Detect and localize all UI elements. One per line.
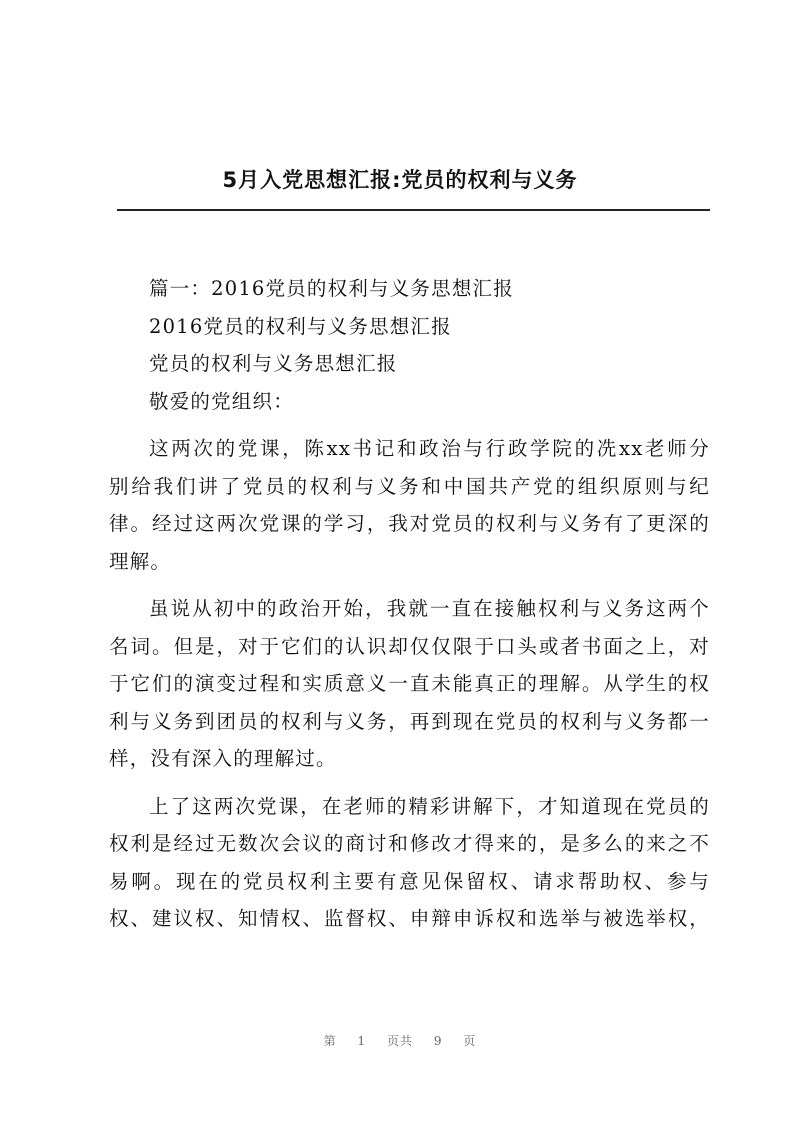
paragraph-line: 名词。但是，对于它们的认识却仅仅限于口头或者书面之上，对 xyxy=(109,634,710,658)
paragraph-line: 别给我们讲了党员的权利与义务和中国共产党的组织原则与纪 xyxy=(109,474,710,498)
page-total: 9 xyxy=(433,1034,443,1048)
paragraph-line: 权、建议权、知情权、监督权、申辩申诉权和选举与被选举权， xyxy=(109,907,710,930)
page-footer xyxy=(0,1032,800,1049)
paragraph-line: 理解。 xyxy=(109,549,172,573)
paragraph-line: 党员的权利与义务思想汇报 xyxy=(149,352,398,375)
paragraph-line: 这两次的党课，陈xx书记和政治与行政学院的冼xx老师分 xyxy=(149,437,710,460)
title-divider xyxy=(117,209,710,211)
paragraph-line: 于它们的演变过程和实质意义一直未能真正的理解。从学生的权 xyxy=(109,672,710,695)
document-body xyxy=(109,270,710,938)
paragraph-line: 权利是经过无数次会议的商讨和修改才得来的，是多么的来之不 xyxy=(109,832,710,855)
footer-prefix: 第 xyxy=(323,1034,337,1048)
paragraph-line: 上了这两次党课，在老师的精彩讲解下，才知道现在党员的 xyxy=(149,794,710,818)
paragraph-line: 律。经过这两次党课的学习，我对党员的权利与义务有了更深的 xyxy=(109,512,710,535)
paragraph-line: 虽说从初中的政治开始，我就一直在接触权利与义务这两个 xyxy=(149,597,710,620)
footer-middle: 页共 xyxy=(386,1034,413,1048)
paragraph-line: 篇一：2016党员的权利与义务思想汇报 xyxy=(149,277,514,300)
document-title: 5月入党思想汇报:党员的权利与义务 xyxy=(222,168,578,192)
footer-suffix: 页 xyxy=(463,1034,477,1048)
paragraph-line: 利与义务到团员的权利与义务，再到现在党员的权利与义务都一 xyxy=(109,709,710,733)
paragraph-line: 易啊。现在的党员权利主要有意见保留权、请求帮助权、参与 xyxy=(109,869,710,893)
paragraph-line: 2016党员的权利与义务思想汇报 xyxy=(149,314,452,338)
salutation: 敬爱的党组织： xyxy=(149,389,294,413)
page-number: 1 xyxy=(357,1034,367,1048)
paragraph-line: 样，没有深入的理解过。 xyxy=(109,747,337,770)
